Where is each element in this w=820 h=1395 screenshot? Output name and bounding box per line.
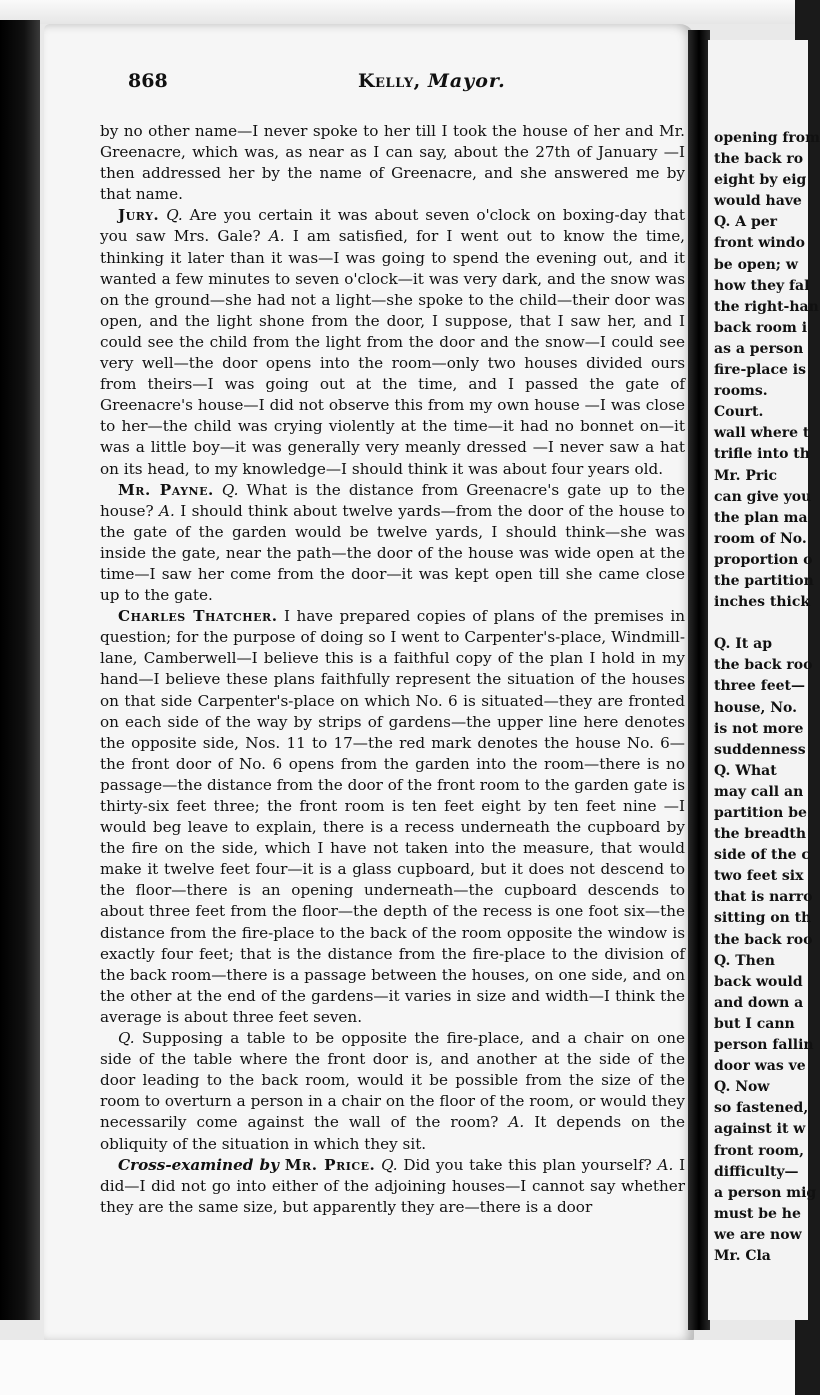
facing-page-line: Q. What xyxy=(714,762,777,779)
facing-page-line: person fallin xyxy=(714,1037,814,1054)
speaker-jury: Jury. xyxy=(118,206,160,225)
facing-page-line: must be he xyxy=(714,1205,801,1222)
running-title xyxy=(358,70,506,92)
facing-page-line: trifle into th xyxy=(714,446,810,463)
facing-page-text xyxy=(714,128,820,1267)
question-text: What is the distance from Greenacre's gate up to the house? xyxy=(100,480,686,520)
facing-page-line: but I cann xyxy=(714,1015,795,1032)
paragraph-payne xyxy=(100,480,685,607)
page-number: 868 xyxy=(128,70,168,92)
facing-page-line: against it w xyxy=(714,1121,806,1138)
facing-page-line: Q. Then xyxy=(714,952,775,969)
facing-page xyxy=(708,40,820,1320)
facing-page-line: the back ro xyxy=(714,151,804,168)
speaker-payne: Mr. Payne. xyxy=(118,480,214,499)
facing-page-line: wall where t xyxy=(714,425,810,442)
facing-page-line: fire-place is xyxy=(714,362,806,379)
question-text: Are you certain it was about seven o'clock on boxing-day that you saw Mrs. Gale? xyxy=(100,206,685,246)
speaker-price: Mr. Price. xyxy=(284,1155,376,1174)
facing-page-line: would have xyxy=(714,193,802,210)
answer-marker: A. xyxy=(657,1155,674,1174)
question-marker: Q. xyxy=(166,206,183,225)
answer-text: It depends on the obliquity of the situation in which they sit. xyxy=(100,1113,685,1153)
answer-marker: A. xyxy=(159,501,175,520)
facing-page-line: the breadth xyxy=(714,826,807,843)
answer-marker: A. xyxy=(268,227,285,246)
facing-page-line: house, No. xyxy=(714,699,797,716)
facing-page-line: the right-han xyxy=(714,298,819,315)
book-gutter xyxy=(688,30,710,1330)
facing-page-line: eight by eig xyxy=(714,172,807,189)
facing-page-line: is not more xyxy=(714,720,804,737)
facing-page-line: sitting on th xyxy=(714,910,812,927)
facing-page-line: we are now xyxy=(714,1226,802,1243)
p1-text: by no other name—I never spoke to her till I took the house of her and Mr. Greenacre, which was, as near as I can say, about the 27th of January —I then addressed her by the name of Greenacre, and she answered me by that name. xyxy=(100,122,685,204)
answer-marker: A. xyxy=(508,1113,525,1132)
question-marker: Q. xyxy=(381,1155,398,1174)
facing-page-line: the partition xyxy=(714,572,814,589)
facing-page-line: may call an xyxy=(714,783,804,800)
facing-page-line: suddenness xyxy=(714,741,806,758)
paragraph-supposing xyxy=(100,1028,685,1155)
facing-page-line: two feet six xyxy=(714,868,804,885)
running-title-name: Kelly, xyxy=(358,70,421,92)
facing-page-line: the back roo xyxy=(714,931,813,948)
paragraph-1 xyxy=(100,121,685,205)
facing-page-line: room of No. xyxy=(714,530,807,547)
facing-page-line: as a person xyxy=(714,340,804,357)
paragraph-cross-examined xyxy=(100,1155,685,1218)
facing-page-line: how they fal xyxy=(714,277,810,294)
facing-page-line: front windo xyxy=(714,235,805,252)
paragraph-thatcher xyxy=(100,606,685,1028)
question-marker: Q. xyxy=(221,480,239,499)
facing-page-line: side of the c xyxy=(714,847,810,864)
facing-page-line: Q. It ap xyxy=(714,636,772,653)
facing-page-line: the plan ma xyxy=(714,509,808,526)
facing-page-line: rooms. xyxy=(714,383,768,400)
facing-page-line: and down a xyxy=(714,994,804,1011)
facing-page-line: proportion o xyxy=(714,551,813,568)
facing-page-line: Mr. Pric xyxy=(714,467,778,484)
running-title-role: Mayor. xyxy=(427,70,506,92)
facing-page-line: that is narro xyxy=(714,889,813,906)
facing-page-line: front room, xyxy=(714,1142,804,1159)
facing-page-line xyxy=(714,613,814,634)
facing-page-line: be open; w xyxy=(714,256,798,273)
facing-page-line: Q. A per xyxy=(714,214,778,231)
testimony-text: I have prepared copies of plans of the premises in question; for the purpose of doing so I went to Carpenter's-place, Windmill-lane, Camberwell—I believe this is a faithful copy of the plan I hold in my hand—I believe these plans faithfully represent the situation of the houses on that side Carpenter's-place on which No. 6 is situated—they are fronted on each side of the way by strips of gardens—the upper line here denotes the opposite side, Nos. 11 to 17—the red mark denotes the house No. 6—the front door of No. 6 opens from the garden into the room—there is no passage—the distance from the door of the front room to the garden gate is thirty-six feet three; the front room is ten feet eight by ten feet nine —I would beg leave to explain, there is a recess underneath the cupboard by the fire on the side, which I have not taken into the measure, that would make it twelve feet four—it is a glass cupboard, but it does not descend to the floor—there is an opening underneath—the cupboard descends to about three feet from the floor—the depth of the recess is one foot six—the distance from the fire-place to the back of the room opposite the window is exactly four feet; that is the distance from the fire-place to the division of the back room—there is a passage between the houses, on one side, and on the other at the end of the gardens—it varies in size and width—I think the average is about three feet seven. xyxy=(100,607,685,1026)
facing-page-line: Mr. Cla xyxy=(714,1247,771,1264)
speaker-thatcher: Charles Thatcher. xyxy=(118,607,278,626)
facing-page-line: partition be xyxy=(714,805,807,821)
cross-examined-label: Cross-examined by xyxy=(118,1155,279,1174)
facing-page-line: the back roo xyxy=(714,657,813,674)
answer-text: I am satisfied, for I went out to know the time, thinking it later than it was—I was going to spend the evening out, and it wanted a few minutes to seven o'clock—it was very dark, and the snow was on the ground—she had not a light—she spoke to the child—their door was open, and the light shone from the door, I suppose, that I saw her, and I could see the child from the light from the door and the snow—I could see very well—the door opens into the room—only two houses divided ours from theirs—I was going out at the time, and I passed the gate of Greenacre's house—I did not observe this from my own house —I was close to her—the child was crying violently at the time—it had no bonnet on—it was a little boy—it was generally very meanly dressed —I never saw a hat on its head, to my knowledge—I should think it was about four years old. xyxy=(100,227,686,478)
question-text: Supposing a table to be opposite the fire-place, and a chair on one side of the table where the front door is, and another at the side of the door leading to the back room, would it be possible from the size of the room to overturn a person in a chair on the floor of the room, or would they necessarily come against the wall of the room? xyxy=(100,1029,685,1132)
question-marker: Q. xyxy=(118,1029,135,1048)
page-header xyxy=(128,70,668,100)
facing-page-line: three feet— xyxy=(714,678,806,695)
question-text: Did you take this plan yourself? xyxy=(403,1155,652,1174)
answer-text: I should think about twelve yards—from the door of the house to the gate of the garden would be twelve yards, I should think—she was inside the gate, near the path—the door of the house was wide open at the time—I saw her come from the door—it was kept open till she came close up to the gate. xyxy=(100,501,686,605)
facing-page-line: Q. Now xyxy=(714,1079,770,1096)
facing-page-line: a person mig xyxy=(714,1184,817,1201)
facing-page-line: inches thick xyxy=(714,594,811,611)
page-body xyxy=(100,121,685,1218)
bottom-margin xyxy=(0,1340,795,1395)
facing-page-line: Court. xyxy=(714,404,764,421)
facing-page-line: can give you xyxy=(714,488,812,505)
top-page-edge xyxy=(0,0,795,24)
facing-page-line: back would xyxy=(714,973,803,990)
facing-page-line: door was ve xyxy=(714,1058,806,1075)
facing-page-line: difficulty— xyxy=(714,1163,799,1180)
facing-page-line: so fastened, xyxy=(714,1100,809,1117)
facing-page-line: back room i xyxy=(714,319,808,336)
book-binding-edge xyxy=(0,20,40,1320)
paragraph-jury xyxy=(100,205,685,479)
facing-page-line: opening from xyxy=(714,130,820,146)
answer-text: I did—I did not go into either of the adjoining houses—I cannot say whether they are the same size, but apparently they are—there is a door xyxy=(100,1155,686,1216)
